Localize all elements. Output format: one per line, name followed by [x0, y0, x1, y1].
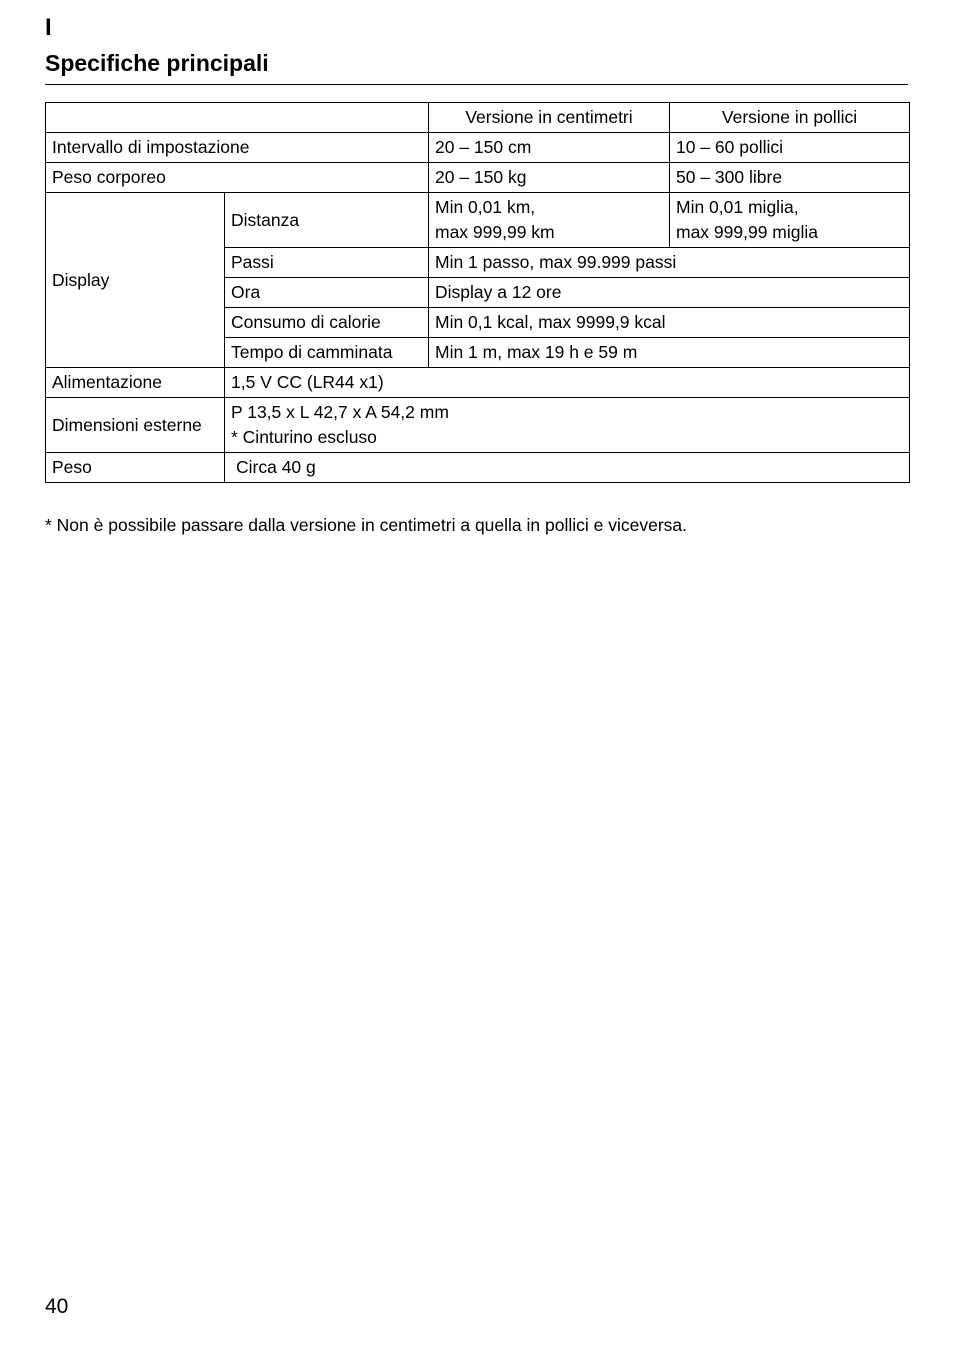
- table-row: [46, 163, 910, 193]
- row-label-peso: Peso: [46, 453, 225, 483]
- intervallo-cm: 20 – 150 cm: [429, 133, 670, 163]
- passi-value: Min 1 passo, max 99.999 passi: [429, 248, 910, 278]
- row-label-display: Display: [46, 193, 225, 368]
- alimentazione-value: 1,5 V CC (LR44 x1): [225, 368, 910, 398]
- peso-corporeo-inch: 50 – 300 libre: [670, 163, 910, 193]
- table-row: [46, 193, 910, 248]
- section-letter: I: [45, 14, 52, 41]
- dimensioni-line1: P 13,5 x L 42,7 x A 54,2 mm: [231, 402, 449, 422]
- row-label-tempo: Tempo di camminata: [225, 338, 429, 368]
- peso-corporeo-cm: 20 – 150 kg: [429, 163, 670, 193]
- row-label-alimentazione: Alimentazione: [46, 368, 225, 398]
- consumo-value: Min 0,1 kcal, max 9999,9 kcal: [429, 308, 910, 338]
- peso-value: Circa 40 g: [225, 453, 910, 483]
- table-row: [46, 453, 910, 483]
- row-label-distanza: Distanza: [225, 193, 429, 248]
- tempo-value: Min 1 m, max 19 h e 59 m: [429, 338, 910, 368]
- distanza-cm-line2: max 999,99 km: [435, 222, 555, 242]
- table-row: [46, 398, 910, 453]
- page-number: 40: [45, 1295, 69, 1318]
- table-row: [46, 133, 910, 163]
- header-inch: Versione in pollici: [670, 103, 910, 133]
- row-label-passi: Passi: [225, 248, 429, 278]
- distanza-cm: [429, 193, 670, 248]
- page-title: Specifiche principali: [45, 50, 269, 76]
- row-label-dimensioni: Dimensioni esterne: [46, 398, 225, 453]
- header-cm: Versione in centimetri: [429, 103, 670, 133]
- specifications-table: [45, 102, 910, 483]
- intervallo-inch: 10 – 60 pollici: [670, 133, 910, 163]
- header-empty-cell: [46, 103, 429, 133]
- row-label-consumo: Consumo di calorie: [225, 308, 429, 338]
- distanza-inch-line2: max 999,99 miglia: [676, 222, 819, 242]
- distanza-inch-line1: Min 0,01 miglia,: [676, 197, 799, 217]
- title-divider: [45, 84, 908, 85]
- row-label-intervallo: Intervallo di impostazione: [46, 133, 429, 163]
- table-header-row: [46, 103, 910, 133]
- ora-value: Display a 12 ore: [429, 278, 910, 308]
- distanza-inch: [670, 193, 910, 248]
- row-label-ora: Ora: [225, 278, 429, 308]
- footnote: * Non è possibile passare dalla versione in centimetri a quella in pollici e viceversa.: [45, 515, 687, 535]
- dimensioni-line2: * Cinturino escluso: [231, 427, 377, 447]
- distanza-cm-line1: Min 0,01 km,: [435, 197, 536, 217]
- row-label-peso-corporeo: Peso corporeo: [46, 163, 429, 193]
- dimensioni-value: [225, 398, 910, 453]
- table-row: [46, 368, 910, 398]
